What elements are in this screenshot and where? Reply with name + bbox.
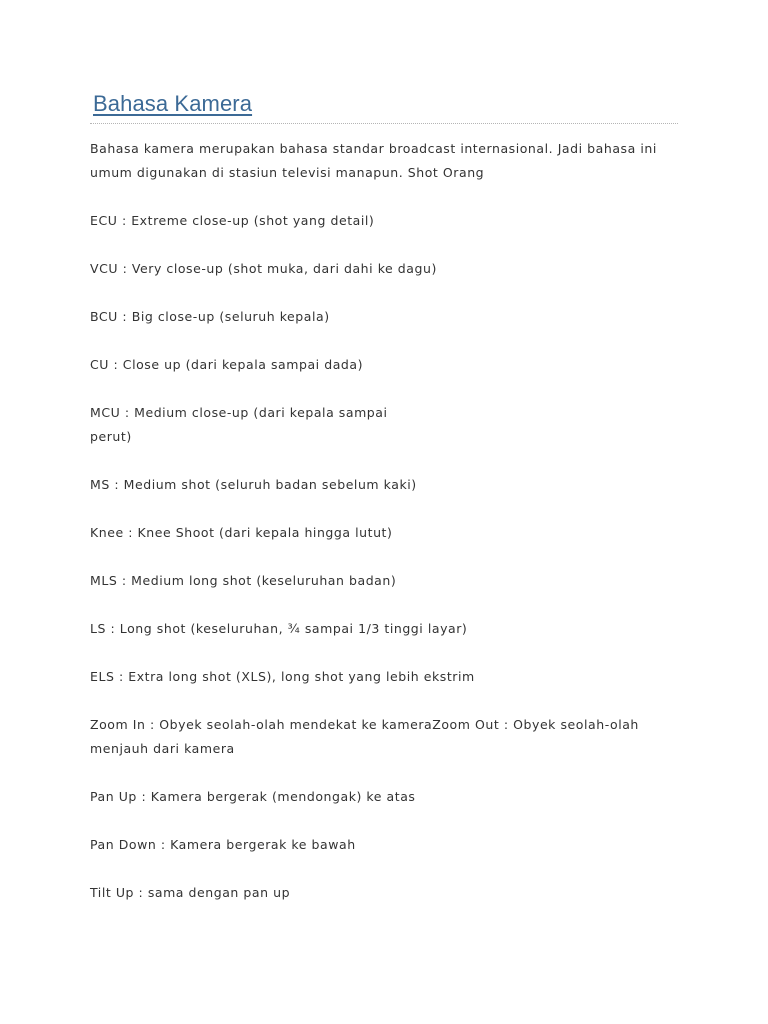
page-title: Bahasa Kamera	[93, 91, 253, 116]
entry-ecu: ECU : Extreme close-up (shot yang detail)	[90, 213, 375, 228]
entry-pan-down: Pan Down : Kamera bergerak ke bawah	[90, 837, 356, 852]
entry-pan-up: Pan Up : Kamera bergerak (mendongak) ke atas	[90, 789, 416, 804]
intro-line-2: umum digunakan di stasiun televisi manapun. Shot Orang	[90, 165, 485, 180]
entry-tilt-up: Tilt Up : sama dengan pan up	[90, 885, 291, 900]
entry-zoom	[90, 713, 670, 761]
entry-mcu-line-1: MCU : Medium close-up (dari kepala sampai	[90, 405, 388, 420]
intro-paragraph	[90, 137, 670, 185]
document-body	[90, 137, 670, 929]
entry-zoom-line-2: menjauh dari kamera	[90, 741, 235, 756]
entry-cu: CU : Close up (dari kepala sampai dada)	[90, 357, 364, 372]
entry-mcu	[90, 401, 670, 449]
entry-ls: LS : Long shot (keseluruhan, ¾ sampai 1/3 tinggi layar)	[90, 621, 468, 636]
entry-bcu: BCU : Big close-up (seluruh kepala)	[90, 309, 330, 324]
intro-line-1: Bahasa kamera merupakan bahasa standar broadcast internasional. Jadi bahasa ini	[90, 141, 657, 156]
entry-mls: MLS : Medium long shot (keseluruhan badan)	[90, 573, 397, 588]
title-divider	[90, 123, 678, 124]
entry-knee: Knee : Knee Shoot (dari kepala hingga lutut)	[90, 525, 393, 540]
entry-vcu: VCU : Very close-up (shot muka, dari dahi ke dagu)	[90, 261, 437, 276]
entry-ms: MS : Medium shot (seluruh badan sebelum kaki)	[90, 477, 417, 492]
entry-zoom-line-1: Zoom In : Obyek seolah-olah mendekat ke kameraZoom Out : Obyek seolah-olah	[90, 717, 639, 732]
entry-mcu-line-2: perut)	[90, 429, 132, 444]
entry-els: ELS : Extra long shot (XLS), long shot yang lebih ekstrim	[90, 669, 475, 684]
